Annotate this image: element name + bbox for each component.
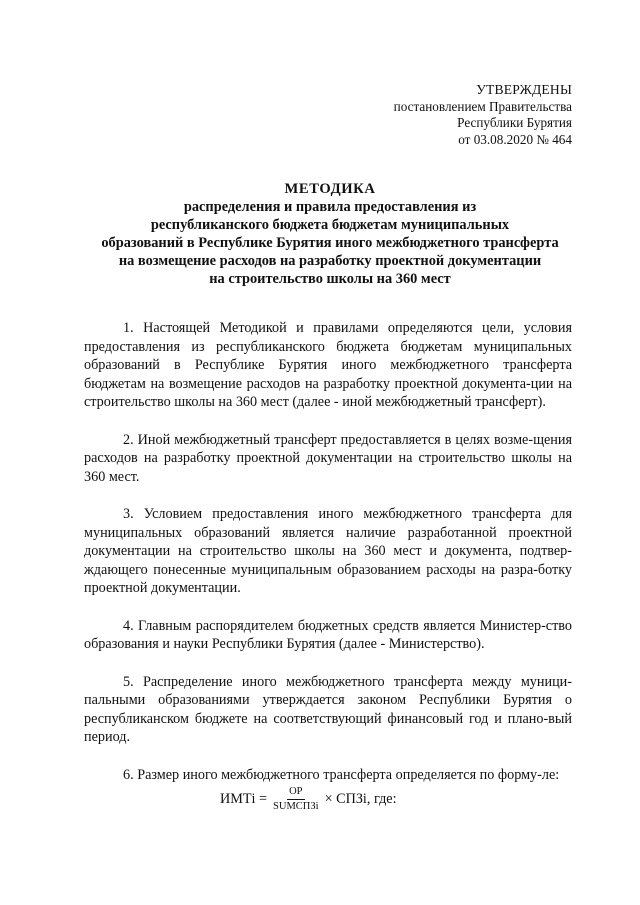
approval-title: УТВЕРЖДЕНЫ (476, 82, 572, 97)
formula-rhs: × СПЗi, где: (324, 791, 397, 807)
title-line: распределения и правила предоставления из (183, 199, 477, 215)
approval-line-decree: постановлением Правительства (393, 98, 572, 114)
approval-line-republic: Республики Бурятия (457, 115, 572, 130)
paragraph-5: 5. Распределение иного межбюджетного трансферта между муници-пальными образованиями утверждается законом Республики Бурятия о республиканском бюджете на соответствующий финансовый год и плано-вый период. (84, 673, 572, 745)
formula-lhs: ИМТi = (220, 791, 268, 807)
paragraph-1: 1. Настоящей Методикой и правилами определяются цели, условия предоставления из республиканского бюджета бюджетам муниципальных образований в Республике Бурятия иного межбюджетного трансферта бюджетам на возмещение расходов на разработку проектной документа-ции на строительство школы на 360 мест (далее - иной межбюджетный трансферт). (84, 320, 572, 410)
formula (220, 786, 397, 813)
title-line: на возмещение расходов на разработку проектной документации (118, 253, 542, 269)
formula-numerator: ОР (287, 786, 304, 800)
title-line: республиканского бюджета бюджетам муниципальных (150, 217, 510, 233)
formula-fraction (273, 786, 319, 813)
approval-stamp (394, 82, 572, 148)
paragraph-2: 2. Иной межбюджетный трансферт предоставляется в целях возме-щения расходов на разработку проектной документации на строительство школы на 360 мест. (84, 431, 572, 485)
title-line: на строительство школы на 360 мест (209, 271, 451, 287)
document-title (90, 180, 570, 288)
paragraph-4: 4. Главным распорядителем бюджетных средств является Министер-ство образования и науки Республики Бурятия (далее - Министерство). (84, 617, 572, 652)
paragraph-3: 3. Условием предоставления иного межбюджетного трансферта для муниципальных образований является наличие разработанной проектной документации на строительство школы на 360 мест и документа, подтвер-ждающего понесенные муниципальным образованием расходы на разра-ботку проектной документации. (84, 506, 572, 596)
formula-denominator: SUMСПЗi (273, 801, 319, 812)
document-body (84, 319, 572, 784)
title-main: МЕТОДИКА (284, 181, 376, 197)
title-line: образований в Республике Бурятия иного межбюджетного трансферта (101, 235, 559, 251)
paragraph-6: 6. Размер иного межбюджетного трансферта определяется по форму-ле: (123, 766, 560, 783)
approval-line-date: от 03.08.2020 № 464 (458, 131, 572, 147)
